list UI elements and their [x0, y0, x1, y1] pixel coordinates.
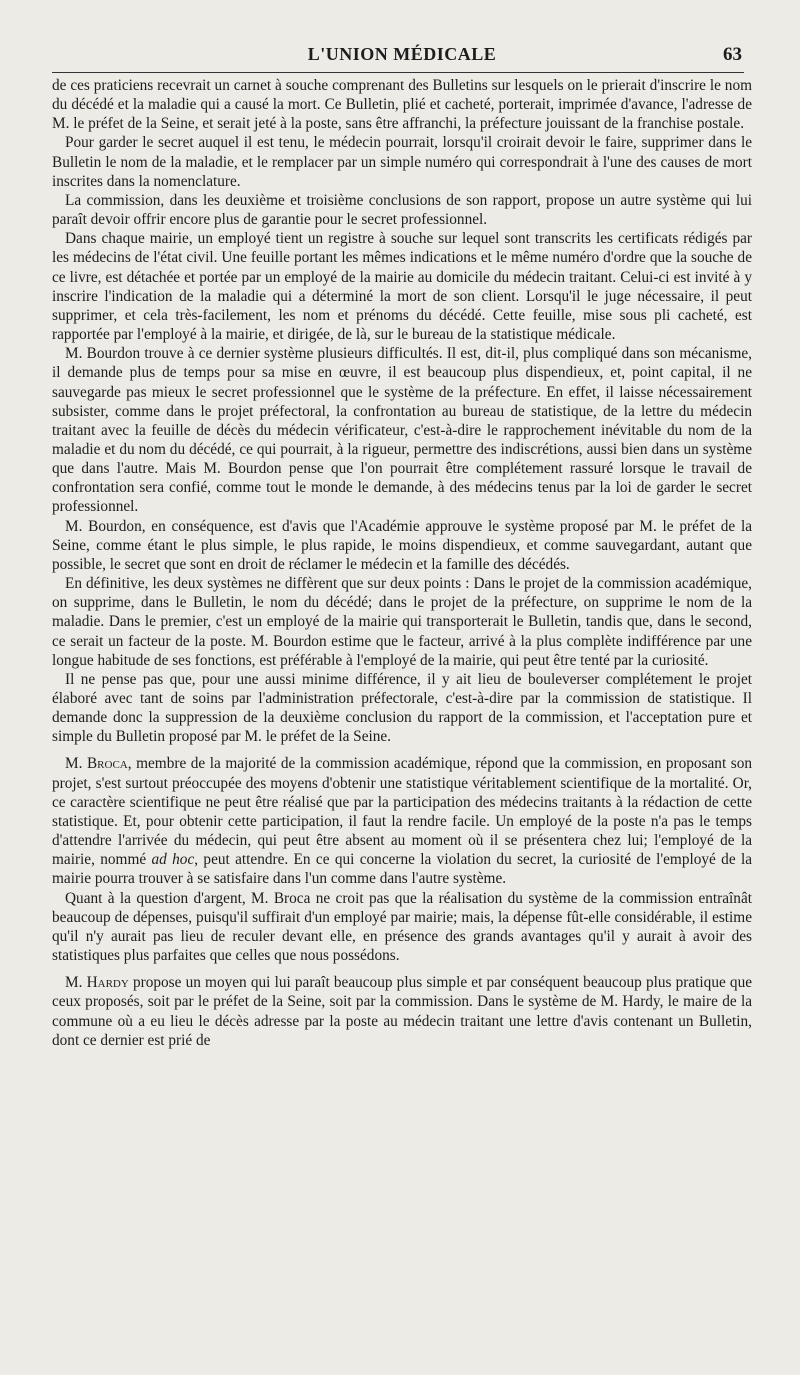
- paragraph-9-text: , membre de la majorité de la commission académique, répond que la commission, en proposant son projet, s'est surtout préoccupée des moyens d'obtenir une statistique véritablement scientifique de la mortalité. Or, ce caractère scientifique ne peut être réalisé que par la participation des médecins traitants à la rédaction de cette statistique. Et, pour obtenir cette participation, il faut la rendre facile. Un employé de la poste n'a pas le temps d'attendre l'arrivée du médecin, qui peut être absent au moment où il se présentera chez lui; l'employé de la mairie, nommé: [52, 755, 753, 869]
- article-body: [52, 76, 752, 1050]
- paragraph-6: M. Bourdon, en conséquence, est d'avis que l'Académie approuve le système proposé par M. le préfet de la Seine, comme étant le plus simple, le plus rapide, le moins dispendieux, et comme sauvegardant, autant que possible, le secret que sont en droit de réclamer le médecin et la famille des décédés.: [52, 517, 752, 573]
- paragraph-9-after: , peut attendre. En ce qui concerne la violation du secret, la curiosité de l'employé de la mairie pourra trouver à se satisfaire dans l'un comme dans l'autre système.: [52, 851, 752, 888]
- paragraph-2: Pour garder le secret auquel il est tenu, le médecin pourrait, lorsqu'il croirait devoir le faire, supprimer dans le Bulletin le nom de la maladie, et le remplacer par un simple numéro qui correspondrait à l'une des causes de mort inscrites dans la nomenclature.: [52, 134, 752, 190]
- italic-term: ad hoc: [151, 851, 195, 869]
- paragraph-10: Quant à la question d'argent, M. Broca ne croit pas que la réalisation du système de la commission entraînât beaucoup de dépenses, puisqu'il suffirait d'un employé par mairie; mais, la dépense fût-elle considérable, il estime qu'il n'y aurait pas lieu de reculer devant elle, en présence des grands avantages qu'il y aurait à avoir des statistiques plus parfaites que celles que nous possédons.: [52, 889, 752, 965]
- paragraph-4: Dans chaque mairie, un employé tient un registre à souche sur lequel sont transcrits les certificats rédigés par les médecins de l'état civil. Une feuille portant les mêmes indications et le même numéro d'ordre que la souche de ce livre, est détachée et portée par un employé de la mairie au domicile du médecin traitant. Celui-ci est invité à y inscrire l'indication de la maladie qui a déterminé la mort de son client. Lorsqu'il le juge nécessaire, il peut supprimer, et cela très-facilement, les nom et prénoms du décédé. Cette feuille, mise sous pli cacheté, est rapportée par l'employé à la mairie, et dirigée, de là, sur le bureau de la statistique médicale.: [52, 230, 752, 344]
- paragraph-1: de ces praticiens recevrait un carnet à souche comprenant des Bulletins sur lesquels on le prierait d'inscrire le nom du décédé et la maladie qui a causé la mort. Ce Bulletin, plié et cacheté, porterait, imprimée d'avance, l'adresse de M. le préfet de la Seine, et serait jeté à la poste, sans être affranchi, la préfecture jouissant de la franchise postale.: [52, 77, 752, 133]
- paragraph-5: M. Bourdon trouve à ce dernier système plusieurs difficultés. Il est, dit-il, plus compliqué dans son mécanisme, il demande plus de temps pour sa mise en œuvre, il est beaucoup plus dispendieux, et, point capital, il ne sauvegarde pas mieux le secret professionnel que le système de la préfecture. En effet, il laisse nécessairement subsister, comme dans le projet préfectoral, la confrontation au bureau de statistique, de la lettre du médecin traitant avec la feuille de décès du médecin vérificateur, c'est-à-dire le rapprochement inévitable du nom de la maladie et du nom du décédé, ce qui pourrait, à la rigueur, permettre des indiscrétions, aussi bien dans un système que dans l'autre. Mais M. Bourdon pense que l'on pourrait être complétement rassuré lorsque le travail de confrontation sera confié, comme tout le monde le demande, à des médecins tenus par la loi de garder le secret professionnel.: [52, 345, 752, 516]
- header-rule: [52, 72, 744, 73]
- paragraph-9: [52, 754, 752, 888]
- paragraph-9-lead: M.: [65, 755, 87, 773]
- page-header: [52, 0, 752, 76]
- speaker-name-hardy: Hardy: [86, 974, 129, 992]
- page-number: 63: [723, 44, 742, 65]
- paragraph-11-lead: M.: [65, 974, 87, 992]
- paragraph-7: En définitive, les deux systèmes ne diffèrent que sur deux points : Dans le projet de la commission académique, on supprime, dans le Bulletin, le nom du décédé; dans le projet de la préfecture, on supprime le nom de la maladie. Dans le premier, c'est un employé de la mairie qui transporterait le Bulletin, tandis que, dans le second, ce serait un facteur de la poste. M. Bourdon estime que le facteur, arrivé à la plus complète indifférence par une longue habitude de ses fonctions, est préférable à l'employé de la mairie, qui peut être tenté par la curiosité.: [52, 575, 752, 669]
- paragraph-11: [52, 973, 752, 1050]
- speaker-name-broca: Broca: [86, 755, 128, 773]
- paragraph-11-text: propose un moyen qui lui paraît beaucoup plus simple et par conséquent beaucoup plus pratique que ceux proposés, soit par le préfet de la Seine, soit par la commission. Dans le système de M. Hardy, le maire de la commune où a eu lieu le décès adresse par la poste au médecin traitant une lettre d'avis contenant un Bulletin, dont ce dernier est prié de: [52, 974, 753, 1049]
- running-title: L'UNION MÉDICALE: [307, 44, 497, 64]
- paragraph-3: La commission, dans les deuxième et troisième conclusions de son rapport, propose un autre système qui lui paraît devoir offrir encore plus de garantie pour le secret professionnel.: [52, 191, 752, 229]
- paragraph-8: Il ne pense pas que, pour une aussi minime différence, il y ait lieu de bouleverser complétement le projet élaboré avec tant de soins par l'administration préfectorale, c'est-à-dire par la commission de statistique. Il demande donc la suppression de la deuxième conclusion du rapport de la commission, et l'acceptation pure et simple du Bulletin proposé par M. le préfet de la Seine.: [52, 670, 752, 746]
